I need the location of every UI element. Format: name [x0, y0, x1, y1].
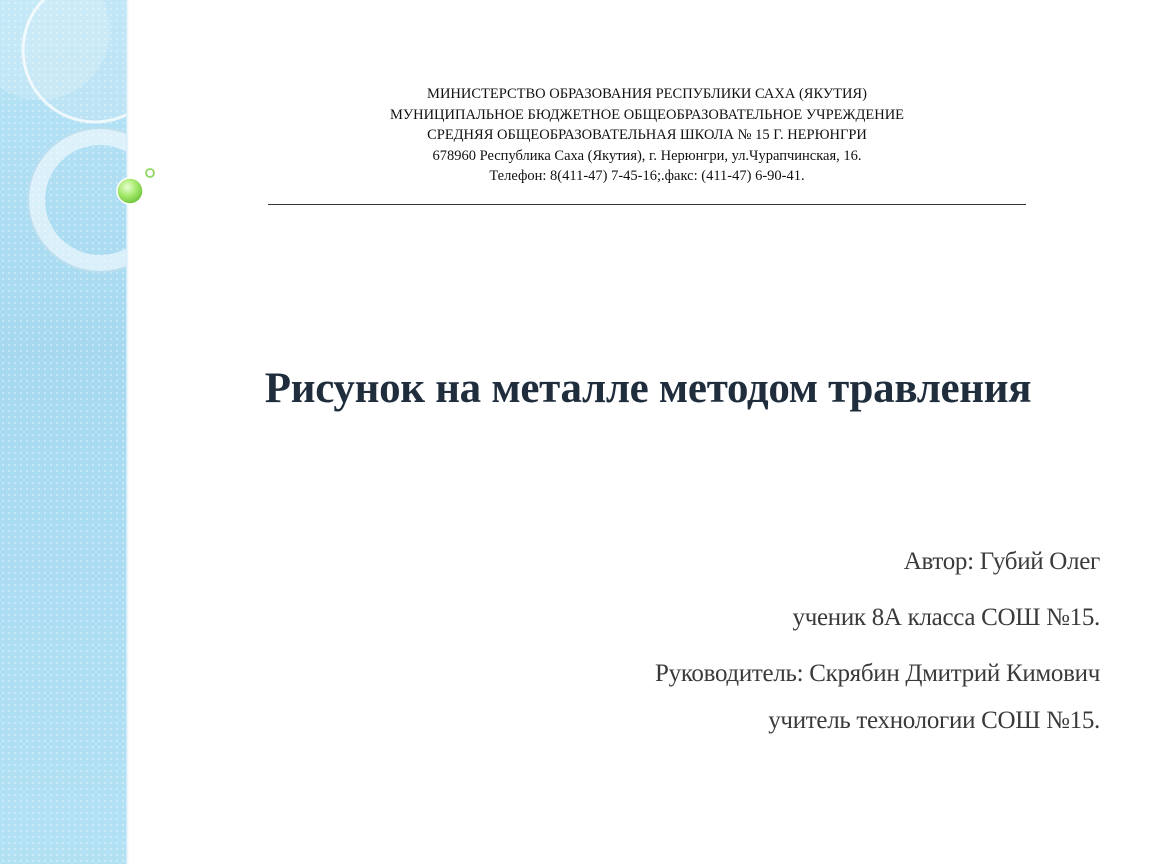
green-orb-icon: [117, 178, 143, 204]
header-line-phone: Телефон: 8(411-47) 7-45-16;.факс: (411-47) 6-90-41.: [489, 168, 805, 184]
supervisor-role: учитель технологии СОШ №15.: [768, 707, 1100, 734]
small-orb-icon: [146, 169, 154, 177]
school-header: [268, 84, 1026, 187]
decorative-orbs: [0, 0, 170, 220]
header-line-institution: МУНИЦИПАЛЬНОЕ БЮДЖЕТНОЕ ОБЩЕОБРАЗОВАТЕЛЬНОЕ УЧРЕЖДЕНИЕ: [389, 106, 905, 123]
supervisor-name: Руководитель: Скрябин Дмитрий Кимович: [655, 660, 1100, 687]
header-line-school: СРЕДНЯЯ ОБЩЕОБРАЗОВАТЕЛЬНАЯ ШКОЛА № 15 Г. НЕРЮНГРИ: [427, 127, 867, 143]
author-class: ученик 8А класса СОШ №15.: [792, 604, 1100, 631]
header-line-ministry: МИНИСТЕРСТВО ОБРАЗОВАНИЯ РЕСПУБЛИКИ САХА (ЯКУТИЯ): [427, 86, 867, 102]
header-divider: [268, 204, 1026, 205]
author-name: Автор: Губий Олег: [903, 548, 1100, 575]
header-line-address: 678960 Республика Саха (Якутия), г. Нерюнгри, ул.Чурапчинская, 16.: [432, 147, 862, 164]
slide-title: Рисунок на металле методом травления: [264, 365, 1032, 412]
